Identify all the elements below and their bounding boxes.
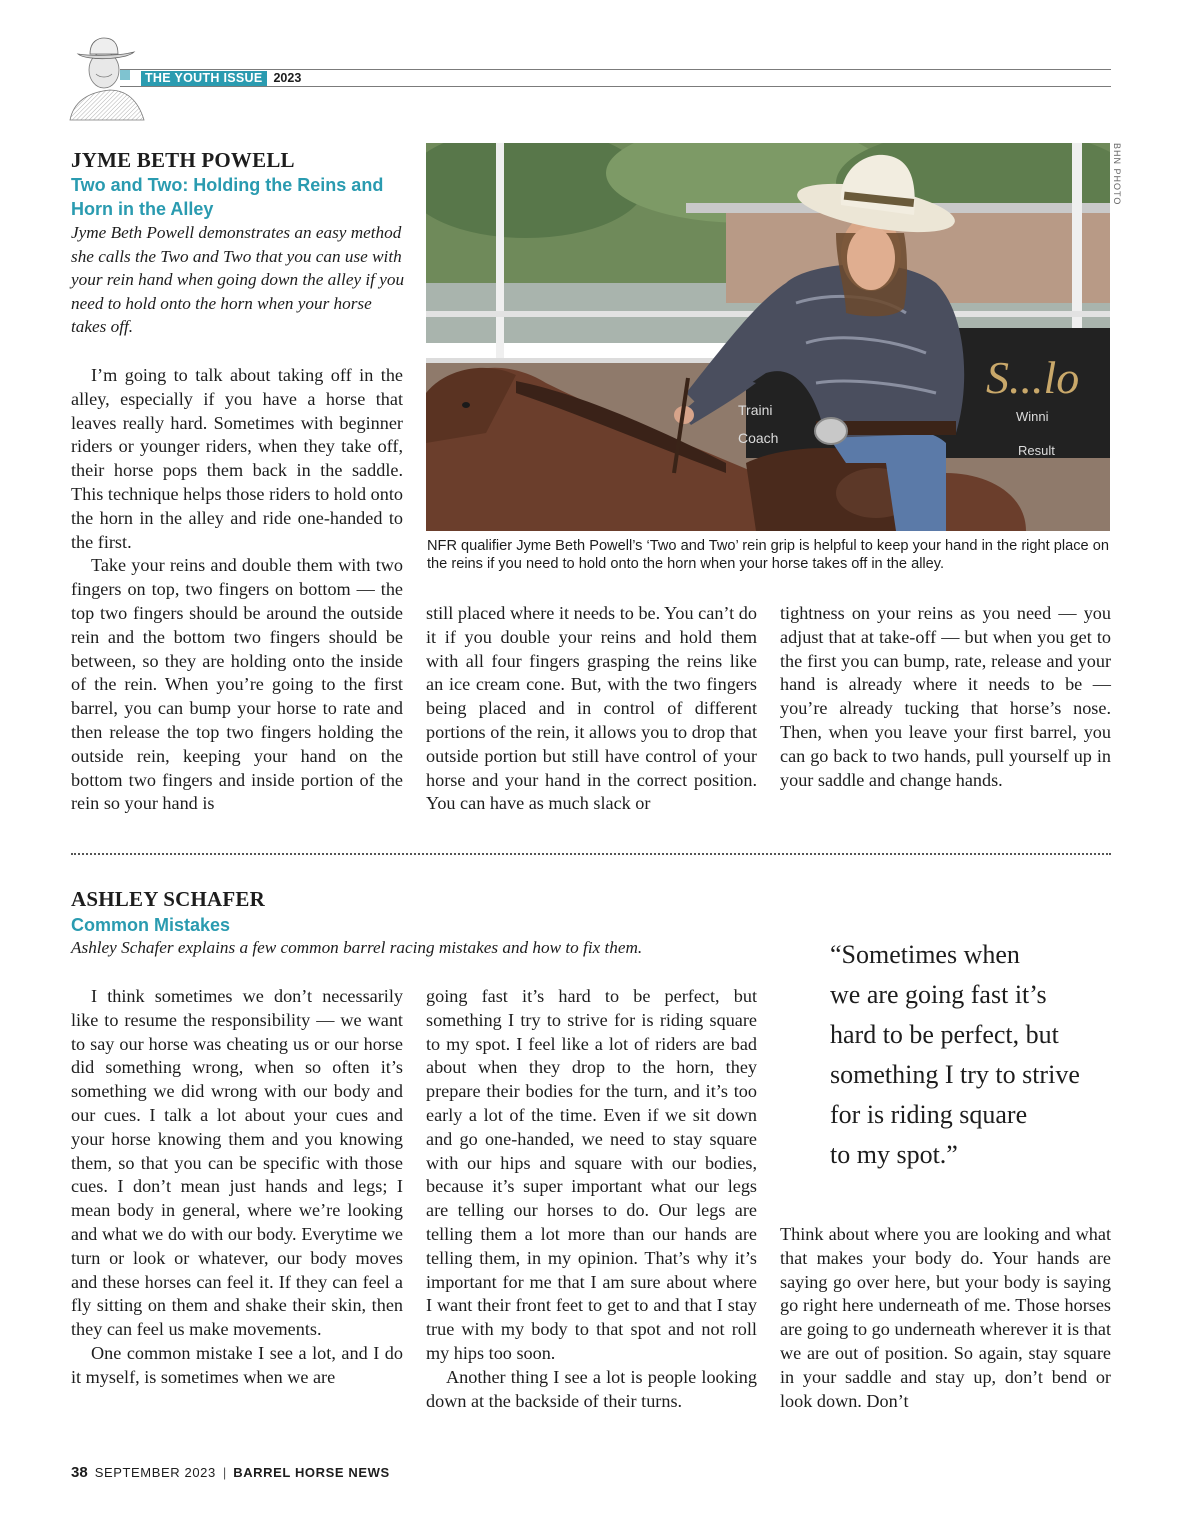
article-photo-rider-on-horse — [426, 143, 1110, 531]
banner-word: Result — [1018, 443, 1055, 458]
article1-author-name: JYME BETH POWELL — [71, 148, 295, 172]
article2-deck: Ashley Schafer explains a few common barrel racing mistakes and how to fix them. — [71, 938, 643, 957]
article2-paragraph: going fast it’s hard to be perfect, but something I try to strive for is riding square to my spot. I feel like a lot of riders are bad about when they drop to the horn, they prepare their bodies for the turn, and it’s too early a lot of the time. Even if we sit down and go one-handed, we need to stay square with our hips and square with our bodies, because it’s super important what our legs are telling our horses to do. Our legs are telling them a lot more than our hands are telling them, in my opinion. That’s why it’s important for me that I am sure about where I want their front feet to get to and that I stay true with my body to that spot and not roll my hips too soon. — [426, 986, 757, 1363]
pull-quote — [830, 935, 1120, 1175]
article1-deck: Jyme Beth Powell demonstrates an easy method she calls the Two and Two that you can use with your rein hand when going down the alley if you need to hold onto the horn when your horse takes off. — [71, 223, 405, 337]
footer-separator: | — [222, 1465, 227, 1480]
issue-year: 2023 — [273, 71, 302, 85]
article1-paragraph: tightness on your reins as you need — you adjust that at take-off — but when you get to the first you can bump, rate, release and your hand is already where it needs to be — you’re already tucking that horse’s nose. Then, when you leave your first barrel, you can go back to two hands, pull yourself up in your saddle and change hands. — [780, 603, 1111, 790]
header-rule-top — [120, 69, 1111, 70]
article2-subhead: Common Mistakes — [71, 915, 231, 935]
banner-word: Winni — [1016, 409, 1049, 424]
article1-paragraph: I’m going to talk about taking off in the alley, especially if you have a horse that leaves really hard. Sometimes with beginner riders or younger riders, when they take off, their horse pops them back in the saddle. This technique helps those riders to hold onto the horn in the alley and ride one-handed to the first. — [71, 365, 403, 552]
article2-paragraph: One common mistake I see a lot, and I do it myself, is sometimes when we are — [71, 1342, 403, 1387]
article1-paragraph: Take your reins and double them with two fingers on top, two fingers on bottom — the top two fingers should be around the outside rein and the bottom two fingers should be between, so they are holding onto the inside of the rein. When you’re going to the first barrel, you can bump your horse to rate and then release the top two fingers holding the outside rein, keeping your hand on the bottom two fingers and inside portion of the rein so your hand is — [71, 555, 403, 814]
magazine-name: BARREL HORSE NEWS — [233, 1465, 390, 1480]
article2-paragraph: I think sometimes we don’t necessarily like to resume the responsibility — we want to say our horse was cheating us or our horse did something wrong, when so often it’s something we did wrong with our body and our cues. I talk a lot about your cues and your horse knowing them and you knowing them, so that you can be specific with those cues. I don’t mean just hands and legs; I mean body in general, where we’re looking and what we do with our body. Everytime we turn or look or whatever, our body moves and these horses can feel it. If they can feel a fly sitting on them and shake their skin, then they can feel us make movements. — [71, 986, 403, 1340]
photo-caption: NFR qualifier Jyme Beth Powell’s ‘Two and Two’ rein grip is helpful to keep your hand in the right place on the reins if you need to hold onto the horn when your horse takes off in the alley. — [427, 538, 1109, 572]
issue-month: SEPTEMBER 2023 — [94, 1465, 216, 1480]
photo-credit — [1110, 143, 1122, 213]
header-rule-bottom — [120, 86, 1111, 87]
banner-logo-text: S...lo — [986, 352, 1080, 403]
banner-word: Coach — [738, 430, 779, 446]
article2-column-3 — [780, 1223, 1111, 1413]
article2-paragraph: Think about where you are looking and what that makes your body do. Your hands are saying go over here, but your body is saying go right here underneath of me. Those horses are going to go underneath wherever it is that we are out of position. So again, stay square in your saddle and stay up, don’t bend or look down. Don’t — [780, 1224, 1111, 1411]
pull-quote-line: for is riding square — [830, 1100, 1028, 1129]
article2-paragraph: Another thing I see a lot is people looking down at the backside of their turns. — [426, 1366, 757, 1411]
page-footer — [71, 1464, 390, 1481]
article1-subhead: Two and Two: Holding the Reins and Horn in the Alley — [71, 175, 384, 219]
banner-word: Traini — [738, 402, 773, 418]
article1-column-1 — [71, 364, 403, 816]
issue-label: THE YOUTH ISSUE — [141, 71, 267, 86]
article1-column-3 — [780, 602, 1111, 792]
article1-paragraph: still placed where it needs to be. You can’t do it if you double your reins and hold them with all four fingers grasping the reins like an ice cream cone. But, with the two fingers being placed and in control of different portions of the rein, it allows you to drop that outside portion but still have control of your horse and your hand in the correct position. You can have as much slack or — [426, 603, 757, 814]
article2-column-2 — [426, 985, 757, 1413]
pull-quote-line: to my spot.” — [830, 1140, 958, 1169]
photo-credit-text: BHN PHOTO — [1112, 143, 1122, 206]
issue-header — [141, 71, 301, 86]
pull-quote-line: hard to be perfect, but — [830, 1020, 1059, 1049]
article1-column-2 — [426, 602, 757, 816]
pull-quote-line: we are going fast it’s — [830, 980, 1047, 1009]
cowboy-illustration — [60, 30, 146, 122]
pull-quote-line: “Sometimes when — [830, 940, 1020, 969]
pull-quote-line: something I try to strive — [830, 1060, 1080, 1089]
page-number: 38 — [71, 1464, 88, 1481]
article2-author-name: ASHLEY SCHAFER — [71, 887, 265, 911]
article2-column-1 — [71, 985, 403, 1390]
article-divider — [71, 853, 1111, 855]
